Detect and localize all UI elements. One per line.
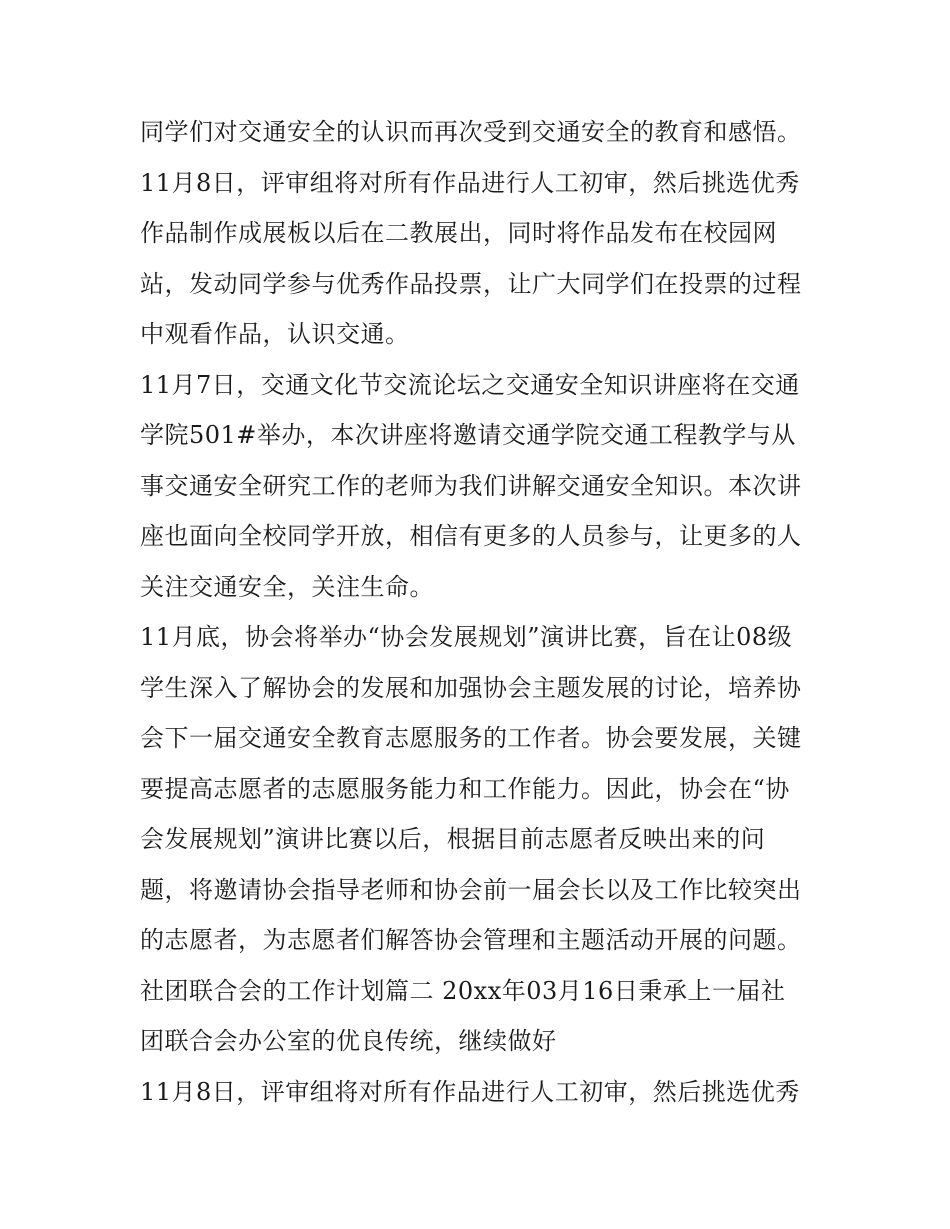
text-line: 11月7日，交通文化节交流论坛之交通安全知识讲座将在交通 [140,370,800,399]
text-line: 座也面向全校同学开放，相信有更多的人员参与，让更多的人 [140,522,802,550]
text-line: 站，发动同学参与优秀作品投票，让广大同学们在投票的过程 [140,269,802,298]
text-line: 同学们对交通安全的认识而再次受到交通安全的教育和感悟。 [140,118,802,146]
text-line: 事交通安全研究工作的老师为我们讲解交通安全知识。本次讲 [140,471,802,500]
text-line: 11月8日，评审组将对所有作品进行人工初审，然后挑选优秀 [140,1077,800,1106]
text-line: 会下一届交通安全教育志愿服务的工作者。协会要发展，关键 [140,724,802,752]
text-line: 题，将邀请协会指导老师和协会前一届会长以及工作比较突出 [140,875,802,904]
text-line: 社团联合会的工作计划篇二 20xx年03月16日秉承上一届社 [140,976,786,1005]
text-line: 11月8日，评审组将对所有作品进行人工初审，然后挑选优秀 [140,168,800,197]
text-line: 关注交通安全，关注生命。 [140,572,434,601]
text-line: 11月底，协会将举办“协会发展规划”演讲比赛，旨在让08级 [140,623,793,651]
text-line: 中观看作品，认识交通。 [140,320,410,348]
text-line: 要提高志愿者的志愿服务能力和工作能力。因此，协会在“协 [140,774,790,803]
text-line: 会发展规划”演讲比赛以后，根据目前志愿者反映出来的问 [140,825,766,853]
text-line: 团联合会办公室的优良传统，继续做好 [140,1027,557,1055]
text-line: 作品制作成展板以后在二教展出，同时将作品发布在校园网 [140,219,777,247]
text-line: 学生深入了解协会的发展和加强协会主题发展的讨论，培养协 [140,673,802,702]
document-body [140,107,820,1117]
text-line: 学院501#举办，本次讲座将邀请交通学院交通工程教学与从 [140,421,796,449]
text-line: 的志愿者，为志愿者们解答协会管理和主题活动开展的问题。 [140,926,802,954]
